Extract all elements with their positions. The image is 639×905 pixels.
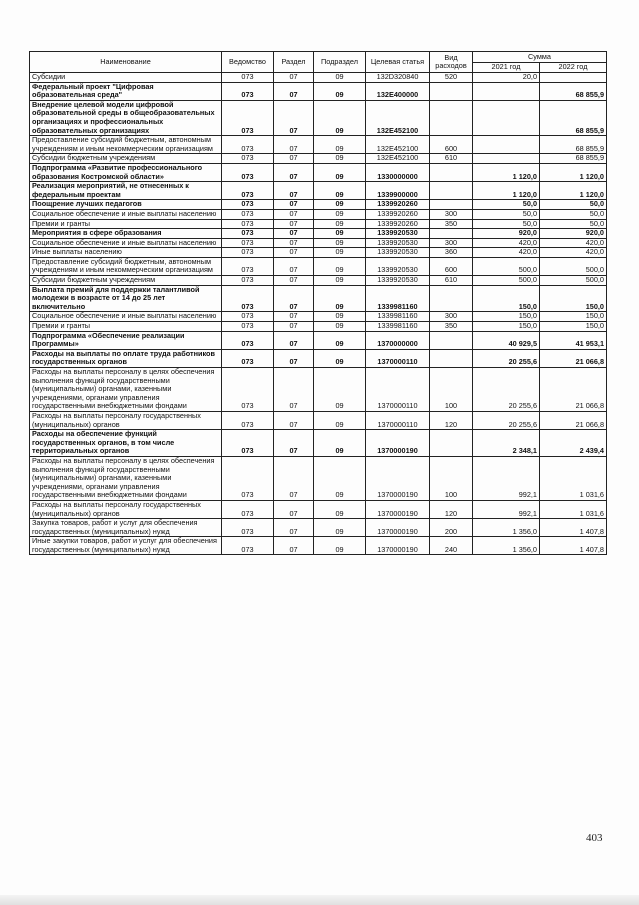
cell-expense-type: 120 [430,411,473,429]
cell-name: Мероприятия в сфере образования [30,229,222,239]
cell-target-article: 1339981160 [366,312,430,322]
cell-target-article: 132E452100 [366,136,430,154]
cell-razdel: 07 [274,322,314,332]
cell-name: Иные выплаты населению [30,248,222,258]
cell-expense-type [430,349,473,367]
cell-podrazdel: 09 [314,331,366,349]
cell-razdel: 07 [274,229,314,239]
cell-razdel: 07 [274,285,314,312]
cell-sum-2022: 1 120,0 [540,163,607,181]
cell-expense-type [430,200,473,210]
cell-name: Поощрение лучших педагогов [30,200,222,210]
cell-sum-2021: 920,0 [473,229,540,239]
cell-vedomstvo: 073 [222,322,274,332]
cell-vedomstvo: 073 [222,209,274,219]
cell-vedomstvo: 073 [222,368,274,412]
cell-name: Предоставление субсидий бюджетным, автономным учреждениям и иным некоммерческим организациям [30,136,222,154]
cell-name: Расходы на выплаты персоналу в целях обеспечения выполнения функций государственными (муниципальными) органами, казенными учреждениями, органами управления государственными внебюджетными фондами [30,456,222,500]
cell-target-article: 1370000110 [366,411,430,429]
cell-vedomstvo: 073 [222,430,274,457]
cell-razdel: 07 [274,276,314,286]
cell-sum-2022: 1 407,8 [540,537,607,555]
cell-expense-type [430,163,473,181]
cell-sum-2021: 20 255,6 [473,411,540,429]
cell-expense-type: 600 [430,257,473,275]
cell-podrazdel: 09 [314,368,366,412]
cell-razdel: 07 [274,163,314,181]
cell-name: Расходы на выплаты персоналу государственных (муниципальных) органов [30,411,222,429]
cell-sum-2022: 21 066,8 [540,411,607,429]
cell-vedomstvo: 073 [222,349,274,367]
cell-vedomstvo: 073 [222,500,274,518]
cell-target-article: 1370000190 [366,500,430,518]
cell-name: Подпрограмма «Обеспечение реализации Программы» [30,331,222,349]
cell-vedomstvo: 073 [222,331,274,349]
cell-podrazdel: 09 [314,430,366,457]
cell-sum-2021: 20 255,6 [473,368,540,412]
cell-podrazdel: 09 [314,349,366,367]
cell-sum-2021: 1 120,0 [473,163,540,181]
cell-razdel: 07 [274,238,314,248]
cell-sum-2022: 50,0 [540,219,607,229]
cell-sum-2022: 50,0 [540,209,607,219]
cell-razdel: 07 [274,200,314,210]
table-row [30,312,607,322]
cell-sum-2022: 68 855,9 [540,82,607,100]
cell-name: Выплата премий для поддержки талантливой молодежи в возрасте от 14 до 25 лет включительно [30,285,222,312]
cell-podrazdel: 09 [314,257,366,275]
cell-vedomstvo: 073 [222,136,274,154]
cell-expense-type [430,285,473,312]
cell-sum-2022: 500,0 [540,257,607,275]
cell-name: Социальное обеспечение и иные выплаты населению [30,209,222,219]
header-name: Наименование [30,52,222,73]
cell-sum-2021 [473,154,540,164]
cell-target-article: 1330000000 [366,163,430,181]
table-row [30,163,607,181]
cell-podrazdel: 09 [314,312,366,322]
table-row [30,257,607,275]
cell-sum-2021: 500,0 [473,276,540,286]
cell-sum-2021: 1 356,0 [473,519,540,537]
cell-target-article: 1370000190 [366,456,430,500]
cell-target-article: 1370000110 [366,349,430,367]
cell-sum-2022: 68 855,9 [540,154,607,164]
cell-razdel: 07 [274,82,314,100]
cell-sum-2021: 150,0 [473,312,540,322]
cell-podrazdel: 09 [314,73,366,83]
cell-podrazdel: 09 [314,248,366,258]
cell-podrazdel: 09 [314,154,366,164]
table-row [30,154,607,164]
cell-expense-type: 360 [430,248,473,258]
cell-sum-2022: 21 066,8 [540,368,607,412]
cell-razdel: 07 [274,73,314,83]
cell-name: Премии и гранты [30,322,222,332]
cell-sum-2022: 41 953,1 [540,331,607,349]
cell-sum-2022: 21 066,8 [540,349,607,367]
cell-razdel: 07 [274,100,314,135]
cell-expense-type: 300 [430,312,473,322]
header-razdel: Раздел [274,52,314,73]
cell-podrazdel: 09 [314,219,366,229]
cell-vedomstvo: 073 [222,100,274,135]
header-podrazdel: Подраздел [314,52,366,73]
table-row [30,430,607,457]
cell-sum-2021: 50,0 [473,219,540,229]
table-row [30,537,607,555]
cell-expense-type: 300 [430,209,473,219]
table-row [30,238,607,248]
cell-sum-2022: 1 407,8 [540,519,607,537]
cell-sum-2021 [473,136,540,154]
cell-sum-2021: 500,0 [473,257,540,275]
cell-name: Социальное обеспечение и иные выплаты населению [30,238,222,248]
cell-expense-type: 100 [430,456,473,500]
cell-name: Федеральный проект "Цифровая образовательная среда" [30,82,222,100]
cell-sum-2022: 1 031,6 [540,500,607,518]
table-row [30,73,607,83]
cell-expense-type: 350 [430,219,473,229]
cell-razdel: 07 [274,182,314,200]
cell-razdel: 07 [274,368,314,412]
cell-name: Субсидии [30,73,222,83]
cell-name: Закупка товаров, работ и услуг для обеспечения государственных (муниципальных) нужд [30,519,222,537]
table-row [30,136,607,154]
cell-vedomstvo: 073 [222,200,274,210]
cell-sum-2022: 1 031,6 [540,456,607,500]
cell-vedomstvo: 073 [222,519,274,537]
cell-target-article: 1339900000 [366,182,430,200]
cell-target-article: 1370000110 [366,368,430,412]
table-row [30,411,607,429]
cell-razdel: 07 [274,257,314,275]
cell-sum-2022: 500,0 [540,276,607,286]
table-body [30,73,607,555]
cell-expense-type: 610 [430,276,473,286]
cell-expense-type [430,100,473,135]
table-row [30,209,607,219]
cell-podrazdel: 09 [314,82,366,100]
header-target-article: Целевая статья [366,52,430,73]
cell-name: Расходы на обеспечение функций государственных органов, в том числе территориальных органов [30,430,222,457]
cell-target-article: 132D320840 [366,73,430,83]
cell-razdel: 07 [274,456,314,500]
cell-vedomstvo: 073 [222,154,274,164]
cell-sum-2022: 68 855,9 [540,136,607,154]
cell-target-article: 1339920260 [366,200,430,210]
cell-razdel: 07 [274,248,314,258]
cell-vedomstvo: 073 [222,285,274,312]
cell-name: Субсидии бюджетным учреждениям [30,276,222,286]
cell-expense-type: 300 [430,238,473,248]
cell-target-article: 1339920530 [366,238,430,248]
cell-vedomstvo: 073 [222,82,274,100]
cell-name: Расходы на выплаты по оплате труда работников государственных органов [30,349,222,367]
cell-podrazdel: 09 [314,182,366,200]
table-row [30,349,607,367]
cell-vedomstvo: 073 [222,456,274,500]
cell-sum-2022: 68 855,9 [540,100,607,135]
table-row [30,200,607,210]
cell-expense-type [430,182,473,200]
header-expense-type: Вид расходов [430,52,473,73]
cell-podrazdel: 09 [314,537,366,555]
cell-sum-2022 [540,73,607,83]
cell-razdel: 07 [274,411,314,429]
cell-podrazdel: 09 [314,100,366,135]
cell-sum-2021: 1 356,0 [473,537,540,555]
cell-sum-2021: 420,0 [473,238,540,248]
cell-expense-type [430,229,473,239]
cell-target-article: 132E452100 [366,154,430,164]
cell-sum-2021: 2 348,1 [473,430,540,457]
cell-name: Социальное обеспечение и иные выплаты населению [30,312,222,322]
header-sum: Сумма [473,52,607,63]
cell-sum-2021 [473,82,540,100]
table-row [30,229,607,239]
cell-expense-type: 350 [430,322,473,332]
table-row [30,100,607,135]
cell-name: Внедрение целевой модели цифровой образовательной среды в общеобразовательных организациях и профессиональных образовательных организациях [30,100,222,135]
cell-sum-2022: 2 439,4 [540,430,607,457]
budget-table [29,51,607,555]
cell-podrazdel: 09 [314,322,366,332]
cell-sum-2022: 150,0 [540,312,607,322]
cell-target-article: 1339920260 [366,209,430,219]
cell-sum-2021: 1 120,0 [473,182,540,200]
cell-podrazdel: 09 [314,285,366,312]
cell-sum-2021: 50,0 [473,209,540,219]
cell-target-article: 1370000190 [366,519,430,537]
cell-razdel: 07 [274,209,314,219]
cell-podrazdel: 09 [314,136,366,154]
cell-sum-2022: 50,0 [540,200,607,210]
cell-sum-2022: 420,0 [540,238,607,248]
cell-target-article: 1370000190 [366,430,430,457]
cell-razdel: 07 [274,136,314,154]
cell-vedomstvo: 073 [222,219,274,229]
cell-podrazdel: 09 [314,200,366,210]
cell-podrazdel: 09 [314,238,366,248]
cell-target-article: 1339920260 [366,219,430,229]
cell-vedomstvo: 073 [222,229,274,239]
cell-podrazdel: 09 [314,229,366,239]
cell-sum-2022: 150,0 [540,322,607,332]
cell-target-article: 1339920530 [366,257,430,275]
cell-expense-type: 100 [430,368,473,412]
table-row [30,285,607,312]
cell-target-article: 1370000000 [366,331,430,349]
cell-razdel: 07 [274,312,314,322]
cell-podrazdel: 09 [314,500,366,518]
cell-target-article: 1339920530 [366,248,430,258]
table-row [30,500,607,518]
cell-name: Иные закупки товаров, работ и услуг для обеспечения государственных (муниципальных) нужд [30,537,222,555]
cell-name: Субсидии бюджетным учреждениям [30,154,222,164]
cell-expense-type [430,430,473,457]
cell-vedomstvo: 073 [222,537,274,555]
table-row [30,456,607,500]
cell-razdel: 07 [274,430,314,457]
cell-podrazdel: 09 [314,209,366,219]
cell-vedomstvo: 073 [222,163,274,181]
cell-target-article: 132E452100 [366,100,430,135]
header-year-2022: 2022 год [540,63,607,73]
cell-target-article: 1339981160 [366,285,430,312]
cell-sum-2022: 920,0 [540,229,607,239]
cell-name: Премии и гранты [30,219,222,229]
table-row [30,82,607,100]
cell-target-article: 1370000190 [366,537,430,555]
cell-podrazdel: 09 [314,519,366,537]
header-year-2021: 2021 год [473,63,540,73]
cell-vedomstvo: 073 [222,238,274,248]
cell-expense-type: 610 [430,154,473,164]
cell-sum-2021: 150,0 [473,322,540,332]
cell-target-article: 1339920530 [366,276,430,286]
table-row [30,322,607,332]
table-row [30,331,607,349]
cell-sum-2021: 150,0 [473,285,540,312]
cell-expense-type: 600 [430,136,473,154]
cell-razdel: 07 [274,219,314,229]
cell-sum-2022: 420,0 [540,248,607,258]
cell-expense-type: 240 [430,537,473,555]
cell-vedomstvo: 073 [222,182,274,200]
cell-target-article: 1339920530 [366,229,430,239]
cell-expense-type [430,331,473,349]
header-vedomstvo: Ведомство [222,52,274,73]
cell-vedomstvo: 073 [222,248,274,258]
cell-sum-2021: 50,0 [473,200,540,210]
table-row [30,519,607,537]
cell-sum-2021: 20,0 [473,73,540,83]
cell-sum-2021 [473,100,540,135]
cell-sum-2021: 992,1 [473,456,540,500]
cell-vedomstvo: 073 [222,411,274,429]
table-header [30,52,607,73]
cell-sum-2022: 150,0 [540,285,607,312]
cell-target-article: 1339981160 [366,322,430,332]
cell-expense-type: 120 [430,500,473,518]
table-row [30,276,607,286]
cell-razdel: 07 [274,154,314,164]
cell-target-article: 132E400000 [366,82,430,100]
cell-sum-2021: 992,1 [473,500,540,518]
cell-expense-type: 520 [430,73,473,83]
cell-podrazdel: 09 [314,411,366,429]
cell-name: Подпрограмма «Развитие профессионального образования Костромской области» [30,163,222,181]
cell-podrazdel: 09 [314,163,366,181]
cell-vedomstvo: 073 [222,312,274,322]
cell-podrazdel: 09 [314,276,366,286]
table-row [30,219,607,229]
cell-sum-2022: 1 120,0 [540,182,607,200]
cell-razdel: 07 [274,537,314,555]
table-row [30,368,607,412]
cell-vedomstvo: 073 [222,257,274,275]
table-row [30,248,607,258]
cell-name: Реализация мероприятий, не отнесенных к федеральным проектам [30,182,222,200]
page-number: 403 [586,832,603,844]
cell-razdel: 07 [274,500,314,518]
cell-razdel: 07 [274,519,314,537]
scan-edge [0,895,639,905]
cell-expense-type: 200 [430,519,473,537]
cell-sum-2021: 40 929,5 [473,331,540,349]
cell-name: Предоставление субсидий бюджетным, автономным учреждениям и иным некоммерческим организациям [30,257,222,275]
cell-podrazdel: 09 [314,456,366,500]
cell-sum-2021: 20 255,6 [473,349,540,367]
cell-expense-type [430,82,473,100]
cell-razdel: 07 [274,331,314,349]
cell-razdel: 07 [274,349,314,367]
cell-sum-2021: 420,0 [473,248,540,258]
cell-name: Расходы на выплаты персоналу государственных (муниципальных) органов [30,500,222,518]
table-row [30,182,607,200]
cell-name: Расходы на выплаты персоналу в целях обеспечения выполнения функций государственными (муниципальными) органами, казенными учреждениями, органами управления государственными внебюджетными фондами [30,368,222,412]
cell-vedomstvo: 073 [222,73,274,83]
cell-vedomstvo: 073 [222,276,274,286]
